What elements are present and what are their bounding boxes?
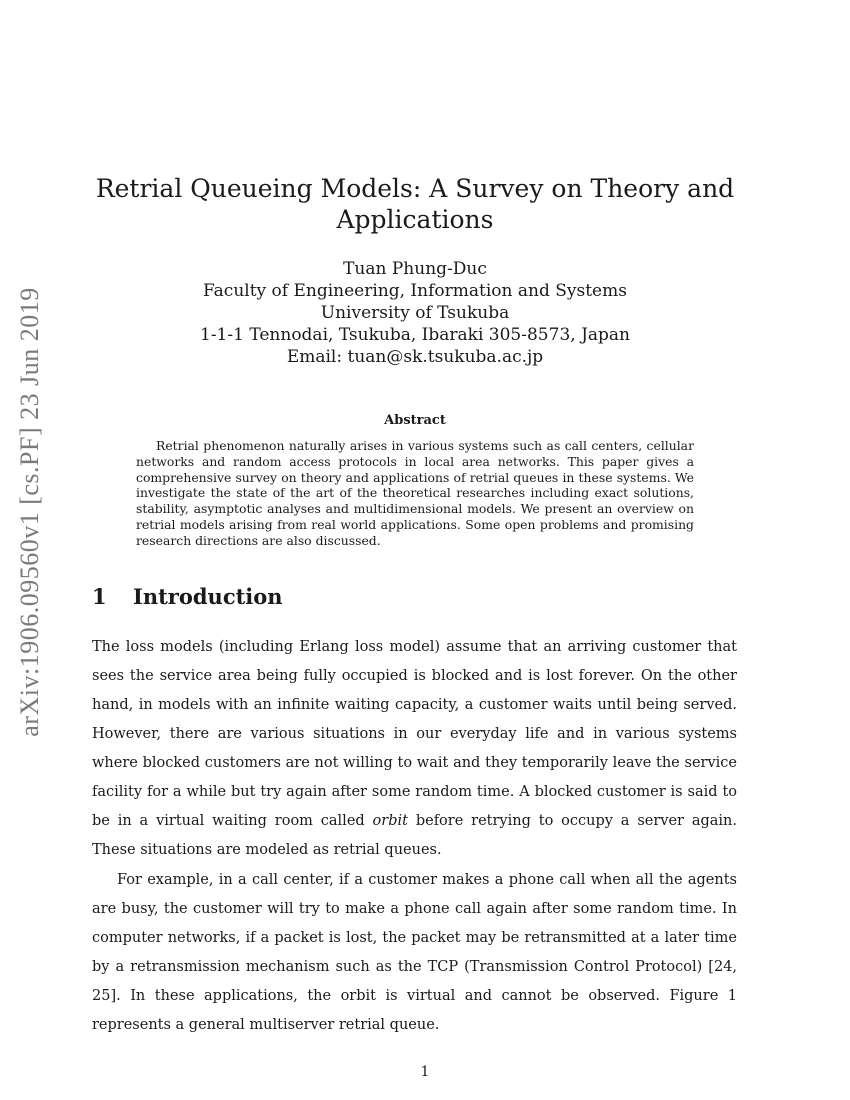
paragraph-1-text-before: The loss models (including Erlang loss model) assume that an arriving customer that sees the service area being fully occupied is blocked and is lost forever. On the other hand, in models with an infinite waiting capacity, a customer waits until being served. However, there are various situations in our everyday life and in various systems where blocked customers are not willing to wait and they temporarily leave the service facility for a while but try again after some random time. A blocked customer is said to be in a virtual waiting room called: [92, 639, 737, 829]
paragraph-1-text-after: before retrying to occupy a server again. These situations are modeled as retrial queues.: [92, 813, 737, 858]
orbit-term: orbit: [372, 813, 408, 829]
intro-paragraph-2: For example, in a call center, if a customer makes a phone call when all the agents are busy, the customer will try to make a phone call again after some random time. In computer networks, if a packet is lost, the packet may be retransmitted at a later time by a retransmission mechanism such as the TCP (Transmission Control Protocol) [24, 25]. In these applications, the orbit is virtual and cannot be observed. Figure 1 represents a general multiserver retrial queue.: [92, 872, 737, 1033]
page-number: 1: [420, 1064, 430, 1080]
author-university: University of Tsukuba: [320, 303, 510, 323]
abstract-text: Retrial phenomenon naturally arises in various systems such as call centers, cellular networks and random access protocols in local area networks. This paper gives a comprehensive survey on theory and applications of retrial queues in these systems. We investigate the state of the art of the theoretical researches including exact solutions, stability, asymptotic analyses and multidimensional models. We present an overview on retrial models arising from real world applications. Some open problems and promising research directions are also discussed.: [136, 438, 694, 548]
section-heading: [92, 584, 283, 609]
intro-paragraph-1: [92, 633, 737, 865]
section-title: Introduction: [133, 584, 283, 609]
author-name: Tuan Phung-Duc: [343, 259, 487, 279]
author-department: Faculty of Engineering, Information and Systems: [203, 281, 627, 301]
paper-title: Retrial Queueing Models: A Survey on Theory and Applications: [95, 174, 735, 234]
arxiv-identifier: arXiv:1906.09560v1 [cs.PF] 23 Jun 2019: [15, 287, 44, 737]
arxiv-stamp: [0, 0, 60, 1100]
abstract-heading: Abstract: [384, 413, 446, 428]
author-address: 1-1-1 Tennodai, Tsukuba, Ibaraki 305-8573, Japan: [200, 325, 630, 345]
section-number: 1: [92, 584, 107, 609]
author-email: Email: tuan@sk.tsukuba.ac.jp: [286, 347, 544, 367]
author-block: [90, 258, 740, 368]
